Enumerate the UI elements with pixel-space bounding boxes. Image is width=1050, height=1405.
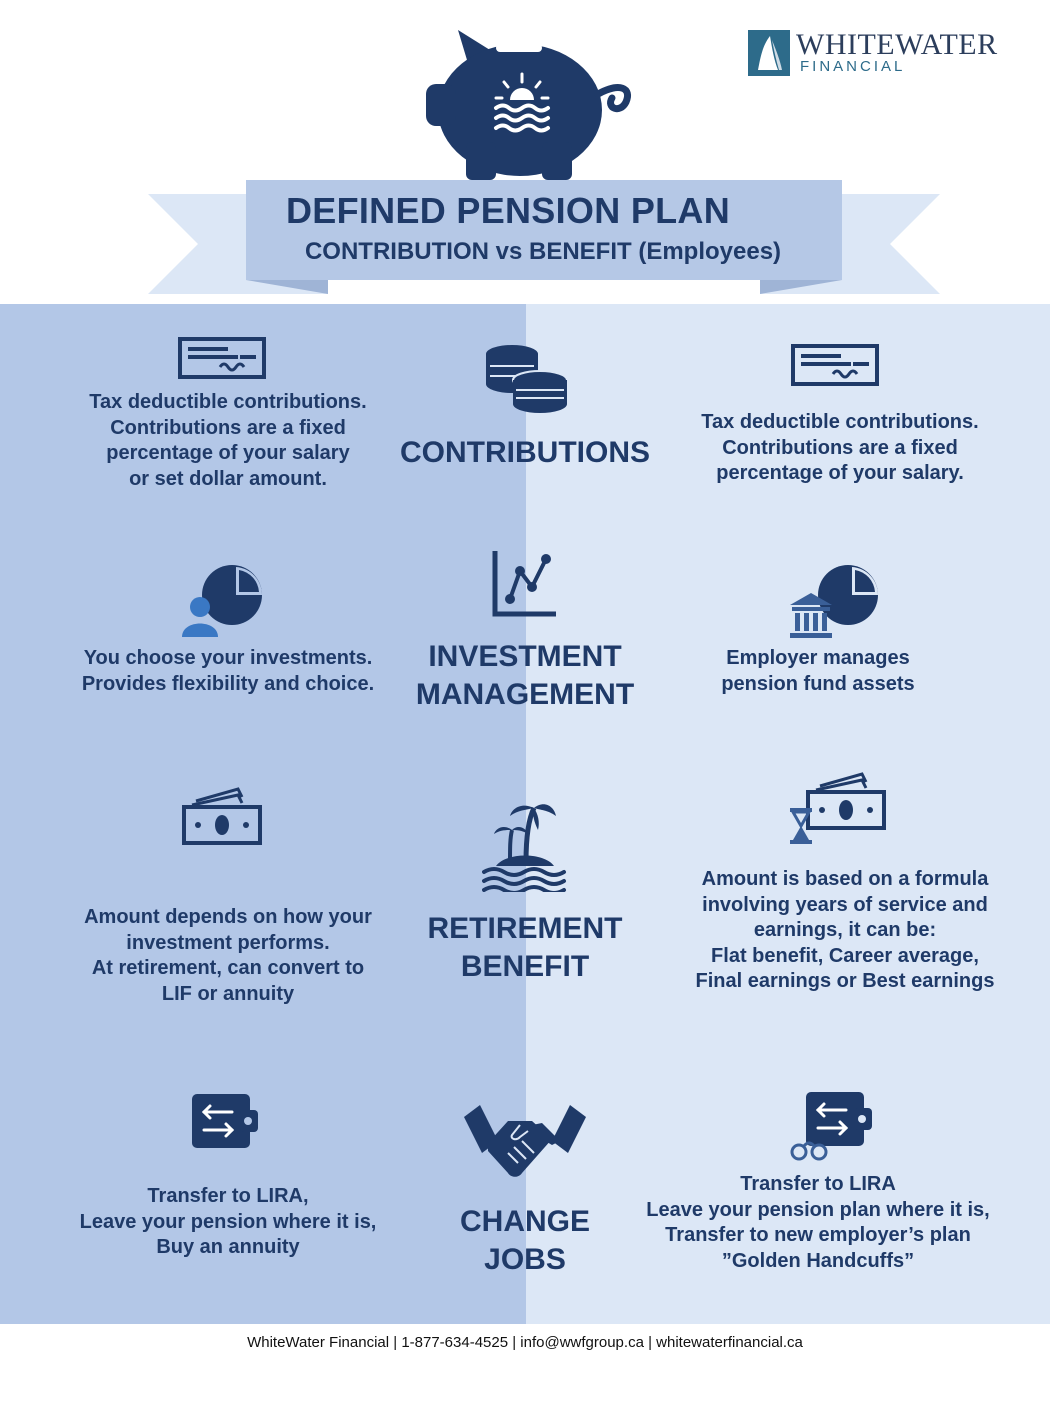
brand-sub: FINANCIAL bbox=[800, 58, 906, 75]
wallet-transfer-icon bbox=[190, 1092, 260, 1150]
footer-contact: WhiteWater Financial | 1-877-634-4525 | info@wwfgroup.ca | whitewaterfinancial.ca bbox=[247, 1334, 803, 1351]
change-jobs-heading: CHANGE JOBS bbox=[459, 1205, 590, 1276]
contributions-right-text: Tax deductible contributions. Contributions are a fixed percentage of your salary. bbox=[701, 411, 979, 484]
person-pie-chart-icon bbox=[180, 563, 266, 639]
cash-hourglass-icon bbox=[788, 772, 886, 844]
island-icon bbox=[482, 800, 568, 892]
coins-icon bbox=[484, 342, 570, 414]
cheque-icon bbox=[178, 337, 266, 379]
cheque-icon bbox=[791, 344, 879, 386]
line-chart-icon bbox=[490, 549, 560, 619]
sail-logo-icon bbox=[748, 30, 790, 76]
bank-pie-chart-icon bbox=[788, 563, 880, 639]
change-jobs-right-text: Transfer to LIRA Leave your pension plan where it is, Transfer to new employer’s plan ”Golden Handcuffs” bbox=[646, 1173, 990, 1272]
investment-left-text: You choose your investments. Provides flexibility and choice. bbox=[81, 647, 375, 695]
retirement-heading: RETIREMENT BENEFIT bbox=[427, 912, 623, 983]
contributions-left-text: Tax deductible contributions. Contributions are a fixed percentage of your salary or set dollar amount. bbox=[89, 391, 367, 490]
investment-heading: INVESTMENT MANAGEMENT bbox=[415, 640, 635, 711]
handshake-icon bbox=[462, 1103, 588, 1181]
page-title: DEFINED PENSION PLAN bbox=[285, 190, 731, 231]
brand-name: WHITEWATER bbox=[796, 28, 998, 61]
brand-logo bbox=[748, 30, 998, 80]
page-subtitle: CONTRIBUTION vs BENEFIT (Employees) bbox=[304, 238, 782, 265]
investment-right-text: Employer manages pension fund assets bbox=[721, 647, 915, 695]
retirement-right-text: Amount is based on a formula involving years of service and earnings, it can be: Flat benefit, Career average, Final earnings or Best earnings bbox=[695, 868, 995, 992]
cash-icon bbox=[182, 787, 262, 845]
piggy-bank-icon bbox=[420, 22, 635, 182]
contributions-heading: CONTRIBUTIONS bbox=[400, 436, 650, 469]
change-jobs-left-text: Transfer to LIRA, Leave your pension where it is, Buy an annuity bbox=[79, 1185, 377, 1258]
retirement-left-text: Amount depends on how your investment performs. At retirement, can convert to LIF or annuity bbox=[84, 906, 372, 1005]
wallet-handcuffs-icon bbox=[788, 1090, 876, 1162]
